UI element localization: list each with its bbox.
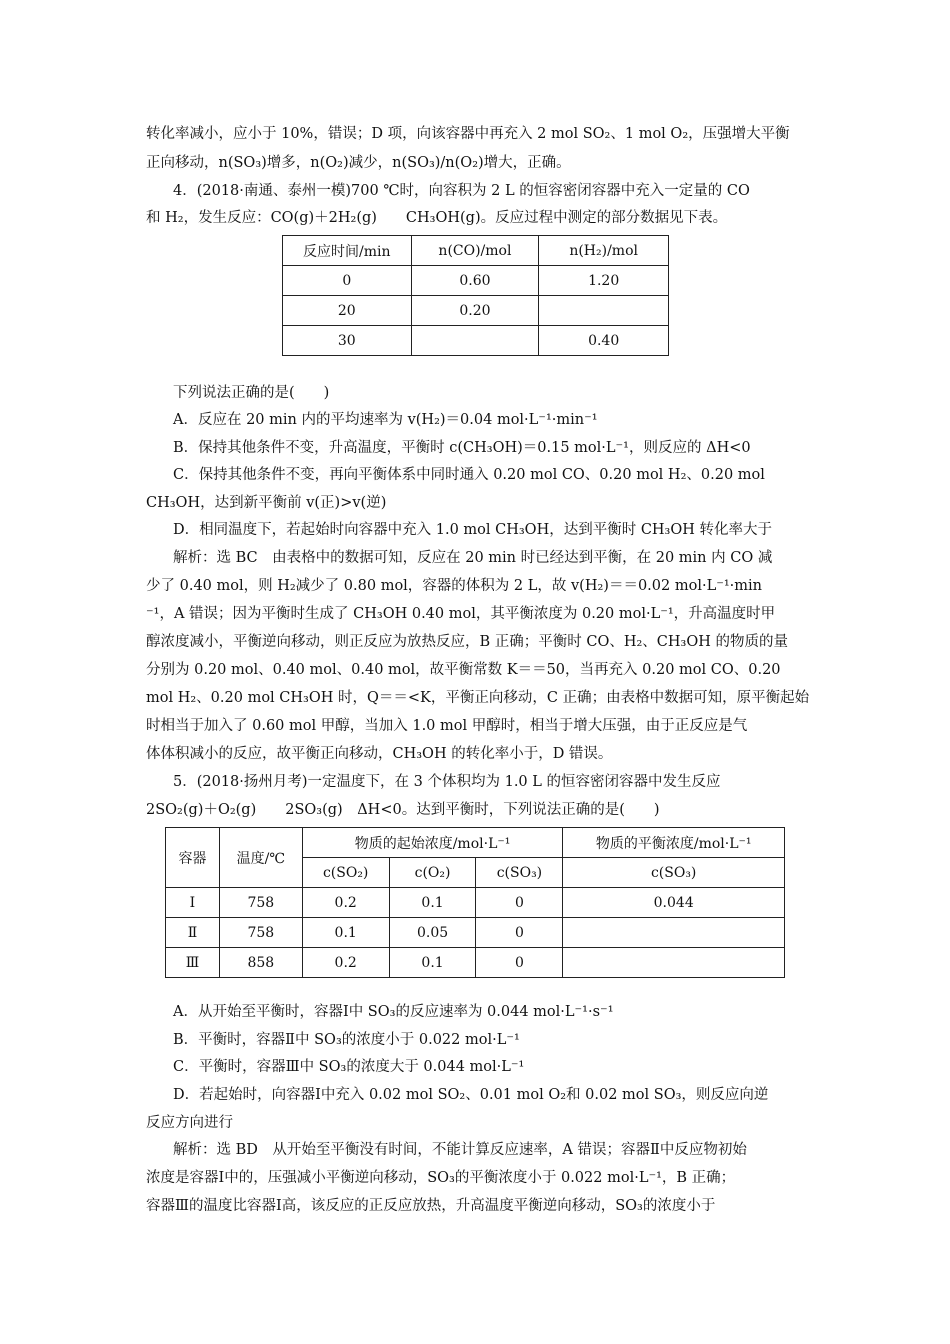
text-line: 分别为 0.20 mol、0.40 mol、0.40 mol，故平衡常数 K＝＝50，当再充入 0.20 mol CO、0.20 [146,662,781,678]
table-row [283,326,669,356]
text-line: 和 H₂，发生反应：CO(g)＋2H₂(g) CH₃OH(g)。反应过程中测定的部分数据见下表。 [146,210,728,226]
table-cell [563,948,785,978]
table-header-cell: n(CO)/mol [411,236,539,266]
table-cell: 0.2 [302,948,389,978]
text-line: 少了 0.40 mol，则 H₂减少了 0.80 mol，容器的体积为 2 L，故 v(H₂)＝＝0.02 mol·L⁻¹·min [146,578,763,594]
table-cell: 0 [476,888,563,918]
table-cell: 758 [219,888,302,918]
text-line: 转化率减小，应小于 10%，错误；D 项，向该容器中再充入 2 mol SO₂、1 mol O₂，压强增大平衡 [146,126,790,142]
table-cell: 0.1 [389,948,476,978]
table-cell: 0.40 [539,326,669,356]
table-row [166,888,785,918]
table-row [166,948,785,978]
table-row [166,918,785,948]
text-line: 容器Ⅲ的温度比容器Ⅰ高，该反应的正反应放热，升高温度平衡逆向移动，SO₃的浓度小于 [146,1198,716,1214]
option-a: A．从开始至平衡时，容器Ⅰ中 SO₃的反应速率为 0.044 mol·L⁻¹·s⁻¹ [173,1004,614,1020]
table-header-cell: c(SO₃) [476,858,563,888]
option-d: D．若起始时，向容器Ⅰ中充入 0.02 mol SO₂、0.01 mol O₂和 0.02 mol SO₃，则反应向逆 [173,1087,769,1103]
option-c: C．平衡时，容器Ⅲ中 SO₃的浓度大于 0.044 mol·L⁻¹ [173,1059,525,1075]
question-4-title: 4．(2018·南通、泰州一模)700 ℃时，向容积为 2 L 的恒容密闭容器中充入一定量的 CO [173,183,750,199]
data-table-q4 [282,235,669,356]
table-header-cell: 温度/℃ [219,828,302,888]
text-line: ⁻¹，A 错误；因为平衡时生成了 CH₃OH 0.40 mol，其平衡浓度为 0.20 mol·L⁻¹，升高温度时甲 [146,606,776,622]
table-cell [539,296,669,326]
question-stem: 下列说法正确的是( ) [173,385,330,401]
table-cell: 0 [476,948,563,978]
table-header-cell: 反应时间/min [283,236,412,266]
table-row [283,296,669,326]
text-line: 体体积减小的反应，故平衡正向移动，CH₃OH 的转化率小于，D 错误。 [146,746,613,762]
table-cell: 758 [219,918,302,948]
table-cell: 30 [283,326,412,356]
text-line: 正向移动，n(SO₃)增多，n(O₂)减少，n(SO₃)/n(O₂)增大，正确。 [146,155,571,171]
option-d: D．相同温度下，若起始时向容器中充入 1.0 mol CH₃OH，达到平衡时 CH₃OH 转化率大于 [173,522,773,538]
table-cell: 0.60 [411,266,539,296]
table-cell: 0.1 [302,918,389,948]
table-cell: Ⅰ [166,888,220,918]
table-cell: 0.05 [389,918,476,948]
table-header-row [166,828,785,858]
text-line: 2SO₂(g)＋O₂(g) 2SO₃(g) ΔH<0。达到平衡时，下列说法正确的是( ) [146,802,660,818]
table-header-cell: 容器 [166,828,220,888]
table-header-cell: 物质的起始浓度/mol·L⁻¹ [302,828,563,858]
option-b: B．保持其他条件不变，升高温度，平衡时 c(CH₃OH)＝0.15 mol·L⁻¹，则反应的 ΔH<0 [173,440,751,456]
table-cell: 0 [283,266,412,296]
table-cell: Ⅱ [166,918,220,948]
table-row [283,266,669,296]
table-header-row [283,236,669,266]
table-cell [563,918,785,948]
table-cell: 0.1 [389,888,476,918]
table-cell: 0.20 [411,296,539,326]
answer-analysis: 解析：选 BD 从开始至平衡没有时间，不能计算反应速率，A 错误；容器Ⅱ中反应物初始 [173,1142,747,1158]
table-cell: 0 [476,918,563,948]
table-cell: 0.044 [563,888,785,918]
answer-analysis: 解析：选 BC 由表格中的数据可知，反应在 20 min 时已经达到平衡，在 20 min 内 CO 减 [173,550,773,566]
option-c: C．保持其他条件不变，再向平衡体系中同时通入 0.20 mol CO、0.20 mol H₂、0.20 mol [173,467,765,483]
option-b: B．平衡时，容器Ⅱ中 SO₃的浓度小于 0.022 mol·L⁻¹ [173,1032,520,1048]
question-5-title: 5．(2018·扬州月考)一定温度下，在 3 个体积均为 1.0 L 的恒容密闭容器中发生反应 [173,774,721,790]
table-cell: 20 [283,296,412,326]
table-cell: 1.20 [539,266,669,296]
text-line: 反应方向进行 [146,1115,233,1131]
text-line: CH₃OH，达到新平衡前 v(正)>v(逆) [146,495,387,511]
table-cell: 858 [219,948,302,978]
table-header-cell: 物质的平衡浓度/mol·L⁻¹ [563,828,785,858]
table-header-cell: c(O₂) [389,858,476,888]
text-line: 时相当于加入了 0.60 mol 甲醇，当加入 1.0 mol 甲醇时，相当于增大压强，由于正反应是气 [146,718,748,734]
text-line: 浓度是容器Ⅰ中的，压强减小平衡逆向移动，SO₃的平衡浓度小于 0.022 mol·L⁻¹，B 正确； [146,1170,736,1186]
text-line: mol H₂、0.20 mol CH₃OH 时，Q＝＝<K，平衡正向移动，C 正确；由表格中数据可知，原平衡起始 [146,690,810,706]
option-a: A．反应在 20 min 内的平均速率为 v(H₂)＝0.04 mol·L⁻¹·min⁻¹ [173,412,598,428]
table-header-cell: c(SO₃) [563,858,785,888]
table-header-cell: c(SO₂) [302,858,389,888]
table-cell: Ⅲ [166,948,220,978]
table-header-cell: n(H₂)/mol [539,236,669,266]
table-cell: 0.2 [302,888,389,918]
table-cell [411,326,539,356]
data-table-q5 [165,827,785,978]
text-line: 醇浓度减小，平衡逆向移动，则正反应为放热反应，B 正确；平衡时 CO、H₂、CH₃OH 的物质的量 [146,634,789,650]
